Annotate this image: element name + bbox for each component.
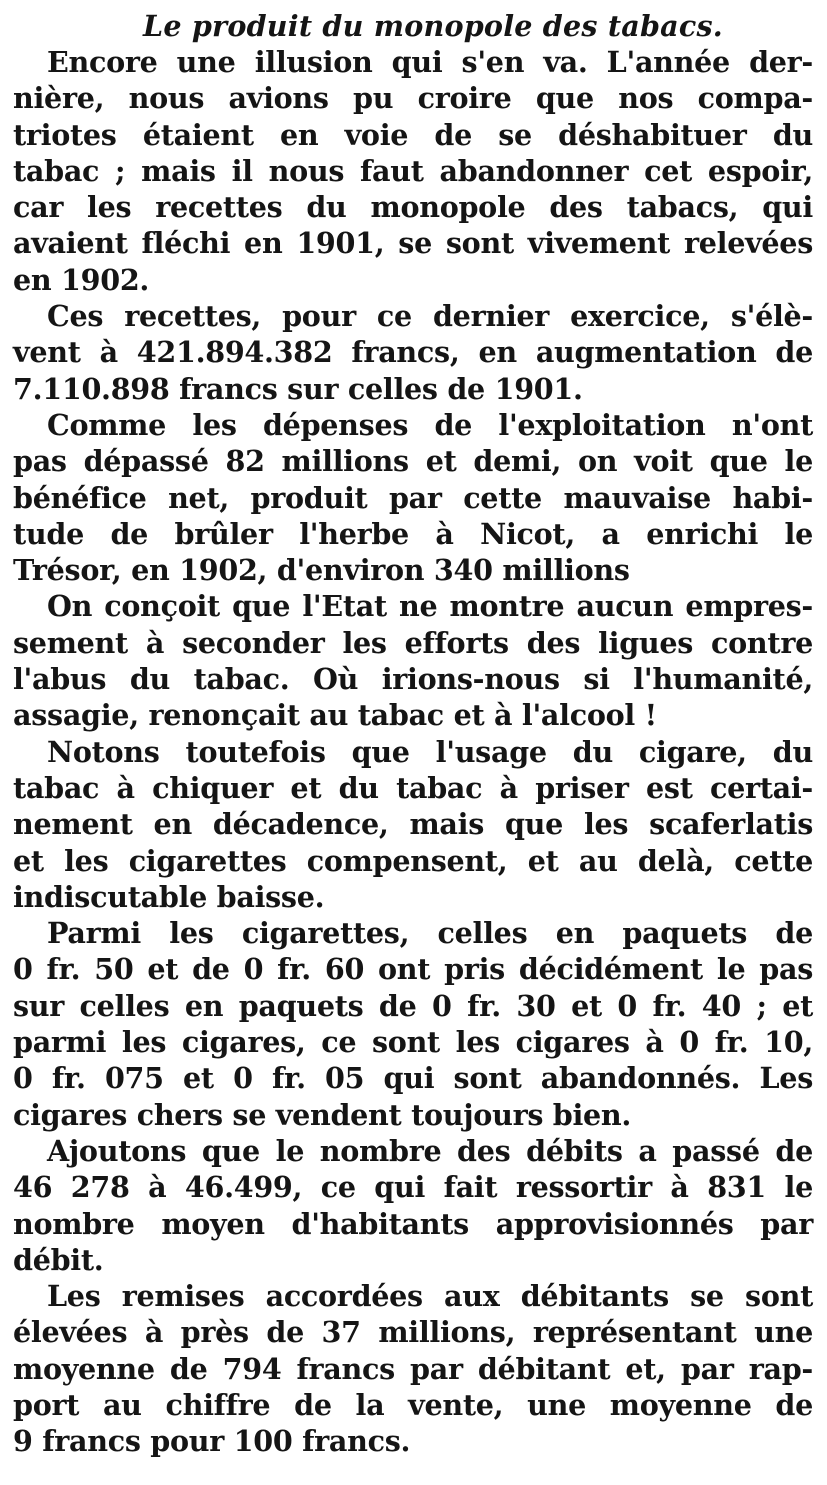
article-title: Le produit du monopole des tabacs.	[143, 9, 723, 43]
text-line: vent à 421.894.382 francs, en augmentation de	[13, 335, 813, 370]
text-line: Trésor, en 1902, d'environ 340 millions	[13, 553, 630, 588]
text-line: nement en décadence, mais que les scaferlatis	[13, 807, 813, 842]
article-paragraph	[13, 407, 813, 588]
text-line: sur celles en paquets de 0 fr. 30 et 0 fr. 40 ; et	[13, 988, 813, 1023]
text-line: tabac à chiquer et du tabac à priser est certai-	[13, 770, 813, 805]
text-line: Encore une illusion qui s'en va. L'année der-	[47, 45, 813, 79]
text-line: Les remises accordées aux débitants se sont	[47, 1279, 813, 1314]
text-line: l'abus du tabac. Où irions-nous si l'humanité,	[13, 662, 813, 697]
text-line: Ajoutons que le nombre des débits a passé de	[47, 1133, 813, 1168]
article-paragraph	[13, 588, 813, 733]
text-line: Comme les dépenses de l'exploitation n'ont	[47, 407, 813, 442]
article-paragraph	[13, 44, 813, 298]
article-body	[13, 44, 813, 1460]
text-line: tude de brûler l'herbe à Nicot, a enrichi le	[13, 516, 813, 551]
article-paragraph	[13, 1133, 813, 1278]
text-line: cigares chers se vendent toujours bien.	[13, 1097, 632, 1132]
text-line: 0 fr. 50 et de 0 fr. 60 ont pris décidément le pas	[13, 952, 813, 987]
article	[13, 8, 813, 1460]
text-line: nière, nous avions pu croire que nos compa-	[13, 81, 813, 116]
text-line: On conçoit que l'Etat ne montre aucun empres-	[47, 589, 813, 624]
text-line: débit.	[13, 1242, 104, 1277]
text-line: indiscutable baisse.	[13, 879, 325, 914]
text-line: car les recettes du monopole des tabacs, qui	[13, 190, 813, 225]
text-line: nombre moyen d'habitants approvisionnés par	[13, 1206, 813, 1241]
article-paragraph	[13, 1278, 813, 1459]
text-line: et les cigarettes compensent, et au delà, cette	[13, 843, 813, 878]
text-line: triotes étaient en voie de se déshabituer du	[13, 117, 813, 152]
text-line: en 1902.	[13, 262, 150, 297]
article-paragraph	[13, 298, 813, 407]
text-line: port au chiffre de la vente, une moyenne de	[13, 1387, 813, 1422]
text-line: pas dépassé 82 millions et demi, on voit que le	[13, 444, 813, 479]
text-line: 9 francs pour 100 francs.	[13, 1424, 411, 1459]
text-line: 0 fr. 075 et 0 fr. 05 qui sont abandonnés. Les	[13, 1061, 813, 1096]
text-line: bénéfice net, produit par cette mauvaise habi-	[13, 480, 813, 515]
article-paragraph	[13, 915, 813, 1133]
text-line: assagie, renonçait au tabac et à l'alcool !	[13, 698, 657, 733]
text-line: 7.110.898 francs sur celles de 1901.	[13, 371, 583, 406]
text-line: Parmi les cigarettes, celles en paquets de	[47, 916, 813, 951]
article-paragraph	[13, 734, 813, 915]
text-line: Ces recettes, pour ce dernier exercice, s'élè-	[47, 299, 813, 334]
text-line: parmi les cigares, ce sont les cigares à 0 fr. 10,	[13, 1025, 813, 1060]
text-line: sement à seconder les efforts des ligues contre	[13, 625, 813, 660]
text-line: 46 278 à 46.499, ce qui fait ressortir à 831 le	[13, 1170, 813, 1205]
text-line: avaient fléchi en 1901, se sont vivement relevées	[13, 226, 813, 261]
text-line: moyenne de 794 francs par débitant et, par rap-	[13, 1351, 813, 1386]
text-line: tabac ; mais il nous faut abandonner cet espoir,	[13, 153, 813, 188]
text-line: Notons toutefois que l'usage du cigare, du	[47, 734, 813, 769]
text-line: élevées à près de 37 millions, représentant une	[13, 1315, 813, 1350]
